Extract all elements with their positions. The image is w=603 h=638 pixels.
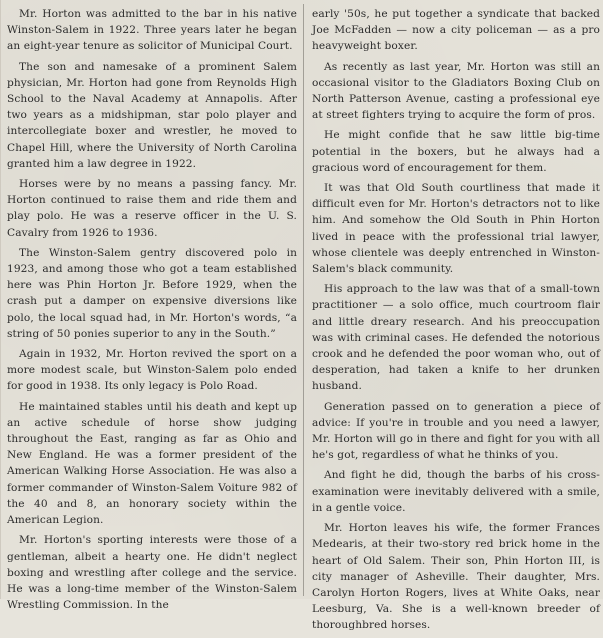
article-column-right: [312, 6, 600, 638]
paragraph: Horses were by no means a passing fancy. Mr. Horton continued to raise them and ride them and play polo. He was a reserve officer in the U. S. Cavalry from 1926 to 1936.: [7, 178, 297, 239]
paragraph-continued: early '50s, he put together a syndicate that backed Joe McFadden — now a city policeman — as a pro heavyweight boxer.: [312, 8, 600, 53]
paragraph: It was that Old South courtliness that made it difficult even for Mr. Horton's detractors not to like him. And somehow the Old South in Phin Horton lived in peace with the professional trial lawyer, whose clientele was deeply entrenched in Winston-Salem's black community.: [312, 182, 600, 276]
paragraph: Mr. Horton was admitted to the bar in his native Winston-Salem in 1922. Three years later he began an eight-year tenure as solicitor of Municipal Court.: [7, 8, 297, 53]
paragraph: His approach to the law was that of a small-town practitioner — a solo office, much courtroom flair and little dreary research. And his preoccupation was with criminal cases. He defended the notorious crook and he defended the poor woman who, out of desperation, had taken a knife to her drunken husband.: [312, 283, 600, 393]
paragraph: He might confide that he saw little big-time potential in the boxers, but he always had a gracious word of encouragement for them.: [312, 129, 600, 174]
paragraph: The son and namesake of a prominent Salem physician, Mr. Horton had gone from Reynolds High School to the Naval Academy at Annapolis. After two years as a midshipman, star polo player and intercollegiate boxer and wrestler, he moved to Chapel Hill, where the University of North Carolina granted him a law degree in 1922.: [7, 60, 297, 170]
paragraph: He maintained stables until his death and kept up an active schedule of horse show judging throughout the East, ranging as far as Ohio and New England. He was a former president of the American Walking Horse Association. He was also a former commander of Winston-Salem Voiture 982 of the 40 and 8, an honorary society within the American Legion.: [7, 400, 297, 527]
paragraph: Mr. Horton's sporting interests were those of a gentleman, albeit a hearty one. He didn't neglect boxing and wrestling after college and the service. He was a long-time member of the Winston-Salem Wrestling Commission. In the: [7, 534, 297, 612]
paragraph: And fight he did, though the barbs of his cross-examination were inevitably delivered with a smile, in a gentle voice.: [312, 469, 600, 514]
paragraph: Again in 1932, Mr. Horton revived the sport on a more modest scale, but Winston-Salem polo ended for good in 1938. Its only legacy is Polo Road.: [7, 348, 297, 393]
paragraph: The Winston-Salem gentry discovered polo in 1923, and among those who got a team established here was Phin Horton Jr. Before 1929, when the crash put a damper on expensive diversions like polo, the local squad had, in Mr. Horton's words, “a string of 50 ponies superior to any in the South.”: [7, 246, 297, 340]
paragraph: Mr. Horton leaves his wife, the former Frances Medearis, at their two-story red brick home in the heart of Old Salem. Their son, Phin Horton III, is city manager of Asheville. Their daughter, Mrs. Carolyn Horton Rogers, lives at White Oaks, near Leesburg, Va. She is a well-known breeder of thoroughbred horses.: [312, 522, 600, 632]
article-column-left: [7, 6, 297, 617]
paragraph: Generation passed on to generation a piece of advice: If you're in trouble and you need a lawyer, Mr. Horton will go in there and fight for you with all he's got, regardless of what he thinks of you.: [312, 400, 600, 462]
paragraph: As recently as last year, Mr. Horton was still an occasional visitor to the Gladiators Boxing Club on North Patterson Avenue, casting a professional eye at street fighters trying to acquire the form of pros.: [312, 60, 600, 122]
column-divider: [303, 4, 304, 596]
